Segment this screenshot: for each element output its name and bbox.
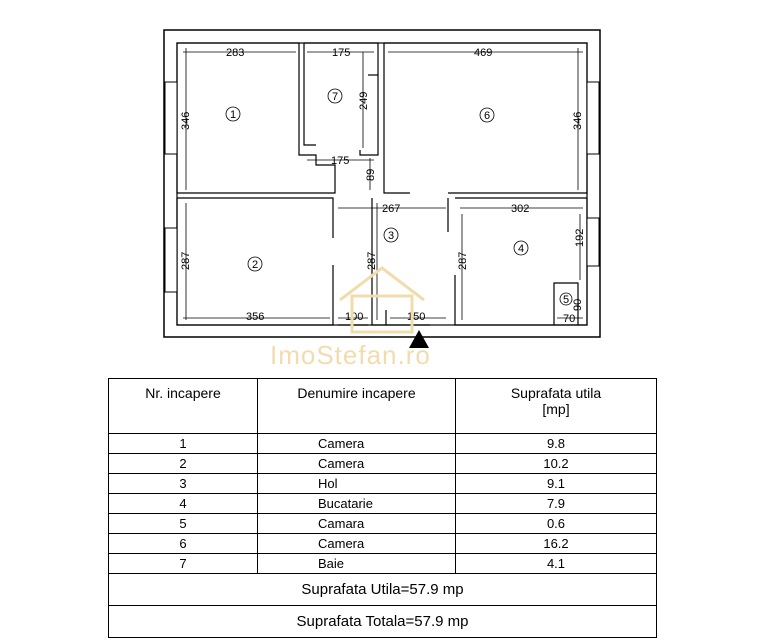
- table-row: [109, 474, 657, 494]
- cell-area: 9.1: [456, 474, 657, 494]
- cell-name: Camera: [258, 454, 456, 474]
- table-row: [109, 514, 657, 534]
- dim-r5-90: 90: [572, 298, 584, 311]
- cell-nr: 3: [109, 474, 258, 494]
- cell-name: Baie: [258, 554, 456, 574]
- table-row: [109, 534, 657, 554]
- dim-r5-70: 70: [563, 313, 576, 325]
- cell-nr: 2: [109, 454, 258, 474]
- summary-row-useful: [109, 574, 657, 606]
- room-label-7: 7: [332, 91, 339, 103]
- room-label-4: 4: [518, 243, 525, 255]
- cell-name: Camera: [258, 434, 456, 454]
- cell-nr: 6: [109, 534, 258, 554]
- dim-hall-height: 287: [366, 251, 378, 270]
- table-row: [109, 494, 657, 514]
- watermark-text: ImoStefan.ro: [270, 340, 431, 370]
- cell-name: Camera: [258, 534, 456, 554]
- dim-r4-width: 302: [511, 203, 530, 215]
- cell-nr: 1: [109, 434, 258, 454]
- table-row: [109, 434, 657, 454]
- cell-nr: 4: [109, 494, 258, 514]
- dim-r6-height: 346: [572, 111, 584, 130]
- dim-r7-width-top: 175: [332, 47, 351, 59]
- total-useful-area: Suprafata Utila=57.9 mp: [109, 574, 657, 606]
- cell-name: Hol: [258, 474, 456, 494]
- room-label-2: 2: [252, 259, 259, 271]
- summary-row-total: [109, 606, 657, 638]
- dim-r1-height: 346: [180, 111, 192, 130]
- room-label-1: 1: [230, 109, 237, 121]
- dim-r4-height: 287: [457, 251, 469, 270]
- total-area: Suprafata Totala=57.9 mp: [109, 606, 657, 638]
- room-label-3: 3: [388, 230, 395, 242]
- header-nr: Nr. incapere: [109, 379, 258, 434]
- header-area-unit: [mp]: [542, 401, 570, 417]
- dim-r7-width-bottom: 175: [331, 155, 350, 167]
- room-label-5: 5: [563, 294, 570, 306]
- rooms-table: [108, 378, 657, 638]
- dim-r7-height: 249: [358, 91, 370, 110]
- dim-r1-width: 283: [226, 47, 245, 59]
- dim-hall-small: 89: [365, 168, 377, 181]
- cell-area: 9.8: [456, 434, 657, 454]
- room-label-6: 6: [484, 110, 491, 122]
- cell-name: Bucatarie: [258, 494, 456, 514]
- header-area: [456, 379, 657, 434]
- table-header-row: [109, 379, 657, 434]
- cell-area: 7.9: [456, 494, 657, 514]
- dim-door-150: 150: [407, 311, 426, 323]
- dim-r6-width: 469: [474, 47, 493, 59]
- dim-r2-height: 287: [180, 251, 192, 270]
- cell-name: Camara: [258, 514, 456, 534]
- dim-hall-width: 267: [382, 203, 401, 215]
- cell-area: 16.2: [456, 534, 657, 554]
- cell-area: 10.2: [456, 454, 657, 474]
- cell-nr: 7: [109, 554, 258, 574]
- table-row: [109, 454, 657, 474]
- header-area-label: Suprafata utila: [510, 385, 602, 401]
- dim-r4-192: 192: [574, 228, 586, 247]
- table-row: [109, 554, 657, 574]
- header-name: Denumire incapere: [258, 379, 456, 434]
- dim-door-100: 100: [345, 311, 364, 323]
- house-watermark-icon: [340, 268, 424, 332]
- dim-r2-width: 356: [246, 311, 265, 323]
- cell-area: 0.6: [456, 514, 657, 534]
- cell-area: 4.1: [456, 554, 657, 574]
- cell-nr: 5: [109, 514, 258, 534]
